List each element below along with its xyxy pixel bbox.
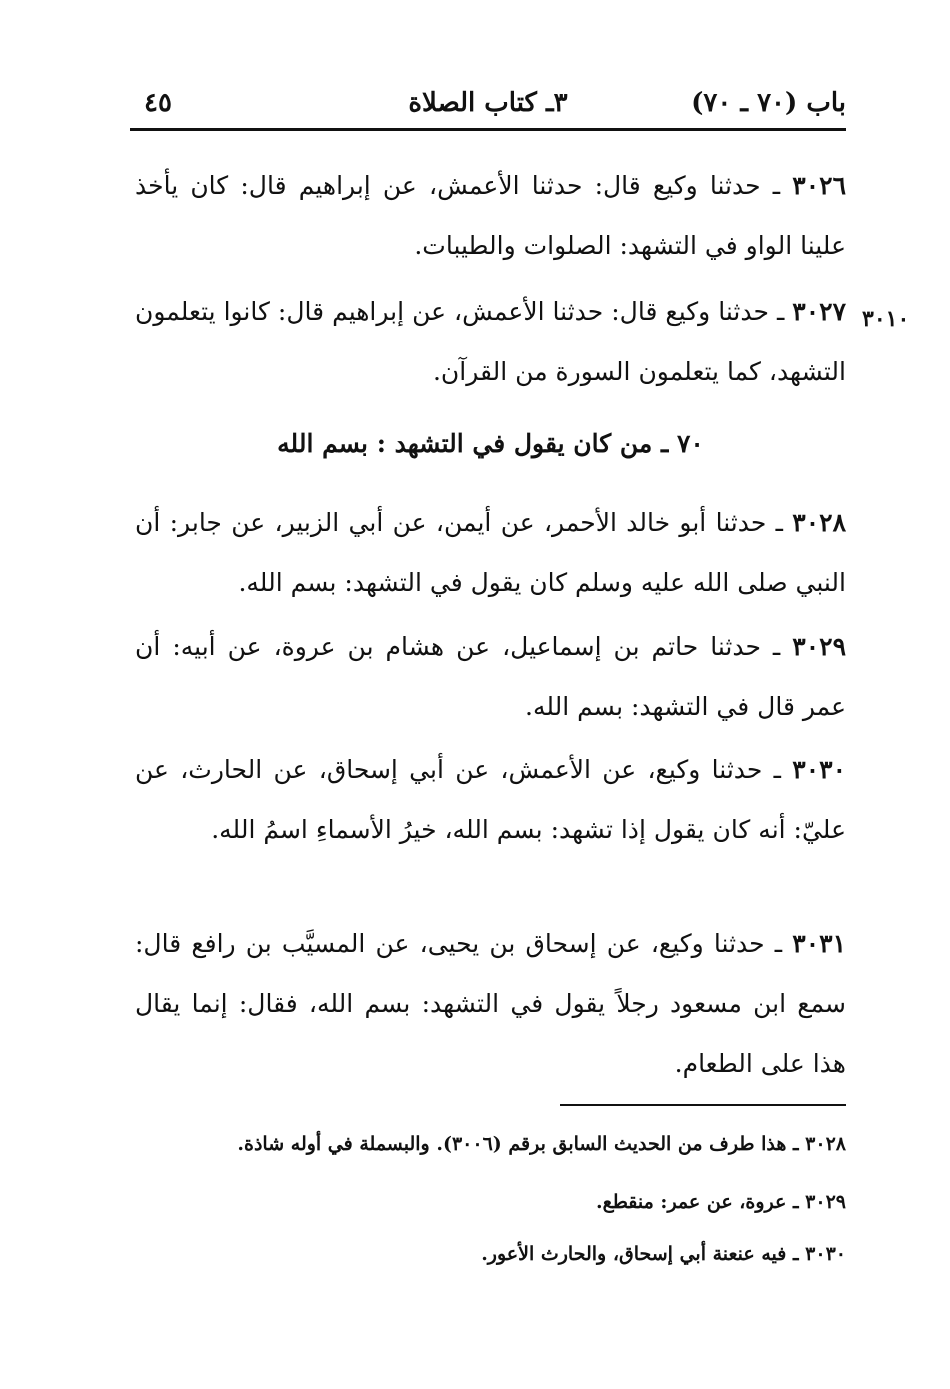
- footnote-3029: ٣٠٢٩ ـ عروة، عن عمر: منقطع.: [595, 1191, 846, 1213]
- hadith-3027: [135, 282, 846, 402]
- hadith-3028: [135, 493, 846, 613]
- footnote-rule: [560, 1104, 846, 1106]
- page-header: [130, 88, 846, 128]
- hadith-3029: [135, 617, 846, 737]
- hadith-3026: [135, 156, 846, 276]
- footnote-3030: ٣٠٣٠ ـ فيه عنعنة أبي إسحاق، والحارث الأعور.: [481, 1243, 846, 1265]
- section-title: ٧٠ ـ من كان يقول في التشهد : بسم الله: [277, 429, 704, 458]
- footnote-3028: ٣٠٢٨ ـ هذا طرف من الحديث السابق برقم (٣٠٠٦). والبسملة في أوله شاذة.: [237, 1133, 846, 1155]
- hadith-3030: [135, 740, 846, 860]
- chapter-range: باب (٧٠ ـ ٧٠): [691, 88, 846, 118]
- hadith-3031: [135, 914, 846, 1094]
- page-number: ٤٥: [144, 88, 172, 118]
- hadith-text: ـ حدثنا وكيع قال: حدثنا الأعمش، عن إبراهيم قال: كان يأخذ علينا الواو في التشهد: الصلوات والطيبات.: [135, 171, 846, 260]
- hadith-text: ـ حدثنا وكيع، عن الأعمش، عن أبي إسحاق، عن الحارث، عن عليّ: أنه كان يقول إذا تشهد: بسم الله، خيرُ الأسماءِ اسمُ الله.: [135, 755, 846, 844]
- hadith-number: ٣٠٢٩: [792, 632, 846, 661]
- hadith-number: ٣٠٢٨: [792, 508, 846, 537]
- hadith-text: ـ حدثنا وكيع قال: حدثنا الأعمش، عن إبراهيم قال: كانوا يتعلمون التشهد، كما يتعلمون السورة من القرآن.: [135, 297, 846, 386]
- hadith-text: ـ حدثنا أبو خالد الأحمر، عن أيمن، عن أبي الزبير، عن جابر: أن النبي صلى الله عليه وسلم كان يقول في التشهد: بسم الله.: [135, 508, 846, 597]
- margin-reference: ٣٠١٠: [862, 306, 910, 332]
- header-rule: [130, 128, 846, 131]
- hadith-text: ـ حدثنا حاتم بن إسماعيل، عن هشام بن عروة، عن أبيه: أن عمر قال في التشهد: بسم الله.: [135, 632, 846, 721]
- hadith-number: ٣٠٢٦: [792, 171, 846, 200]
- book-title: ٣ـ كتاب الصلاة: [408, 88, 568, 118]
- hadith-number: ٣٠٢٧: [792, 297, 846, 326]
- hadith-text: ـ حدثنا وكيع، عن إسحاق بن يحيى، عن المسيَّب بن رافع قال: سمع ابن مسعود رجلاً يقول في التشهد: بسم الله، فقال: إنما يقال هذا على الطعام.: [135, 929, 846, 1078]
- hadith-number: ٣٠٣٠: [792, 755, 846, 784]
- hadith-number: ٣٠٣١: [792, 929, 846, 958]
